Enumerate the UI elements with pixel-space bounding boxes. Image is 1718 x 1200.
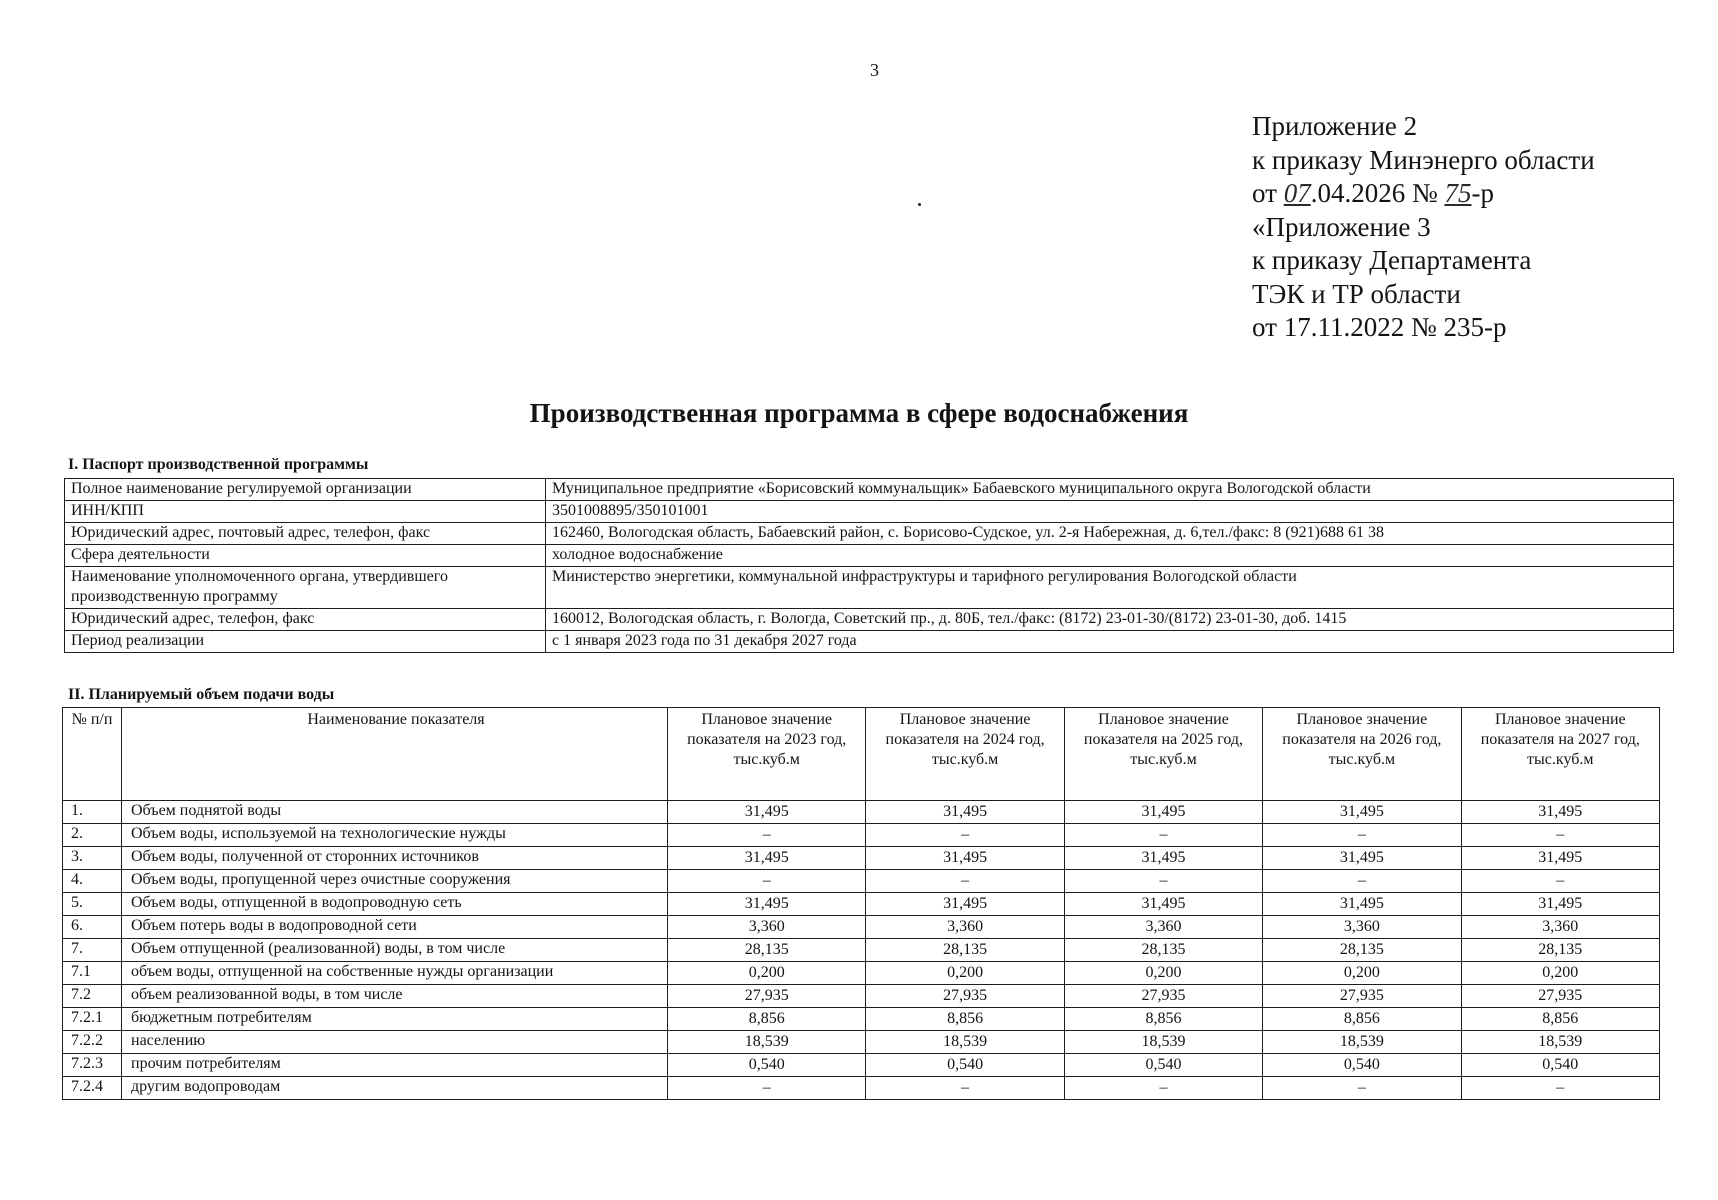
row-number: 5.: [63, 893, 122, 916]
row-number: 7.2.2: [63, 1031, 122, 1054]
value-cell: 31,495: [1461, 893, 1659, 916]
row-name: бюджетным потребителям: [122, 1008, 668, 1031]
value-cell: 31,495: [1461, 801, 1659, 824]
row-name: Объем воды, пропущенной через очистные сооружения: [122, 870, 668, 893]
value-cell: 31,495: [668, 847, 866, 870]
appendix-line-3-prefix: от: [1252, 178, 1284, 208]
passport-label: Юридический адрес, телефон, факс: [65, 609, 546, 631]
value-cell: 18,539: [668, 1031, 866, 1054]
value-cell: 27,935: [866, 985, 1064, 1008]
row-name: Объем поднятой воды: [122, 801, 668, 824]
row-name: Объем воды, используемой на технологические нужды: [122, 824, 668, 847]
row-number: 7.2: [63, 985, 122, 1008]
value-cell: 31,495: [668, 893, 866, 916]
value-cell: 31,495: [668, 801, 866, 824]
header-year-2027: Плановое значение показателя на 2027 год, тыс.куб.м: [1461, 708, 1659, 801]
table-row: [63, 916, 1660, 939]
value-cell: 3,360: [1461, 916, 1659, 939]
table-row: [63, 870, 1660, 893]
value-cell: 0,200: [668, 962, 866, 985]
value-cell: 28,135: [1263, 939, 1461, 962]
value-cell: 0,200: [1263, 962, 1461, 985]
appendix-line-5: к приказу Департамента: [1252, 245, 1532, 275]
passport-label: Юридический адрес, почтовый адрес, телефон, факс: [65, 523, 546, 545]
passport-value: с 1 января 2023 года по 31 декабря 2027 года: [546, 631, 1674, 653]
row-number: 7.2.3: [63, 1054, 122, 1077]
value-cell: 28,135: [1064, 939, 1262, 962]
scan-dot: [918, 203, 921, 206]
header-year-2023: Плановое значение показателя на 2023 год, тыс.куб.м: [668, 708, 866, 801]
passport-value: 162460, Вологодская область, Бабаевский район, с. Борисово-Судское, ул. 2-я Набережная, д. 6,тел./факс: 8 (921)688 61 38: [546, 523, 1674, 545]
row-number: 7.1: [63, 962, 122, 985]
value-cell: 3,360: [668, 916, 866, 939]
passport-label: Период реализации: [65, 631, 546, 653]
value-cell: 8,856: [1461, 1008, 1659, 1031]
passport-value: 160012, Вологодская область, г. Вологда, Советский пр., д. 80Б, тел./факс: (8172) 23-01-30/(8172) 23-01-30, доб. 1415: [546, 609, 1674, 631]
value-cell: 0,540: [1263, 1054, 1461, 1077]
value-cell: 31,495: [1064, 847, 1262, 870]
row-name: объем воды, отпущенной на собственные нужды организации: [122, 962, 668, 985]
appendix-line-1: Приложение 2: [1252, 111, 1418, 141]
row-number: 7.2.1: [63, 1008, 122, 1031]
value-cell: 8,856: [1064, 1008, 1262, 1031]
row-name: Объем потерь воды в водопроводной сети: [122, 916, 668, 939]
value-cell: 31,495: [866, 801, 1064, 824]
value-cell: 8,856: [1263, 1008, 1461, 1031]
table-row: [63, 893, 1660, 916]
value-cell: 31,495: [1064, 893, 1262, 916]
row-number: 2.: [63, 824, 122, 847]
handwritten-day: 07: [1283, 178, 1311, 208]
value-cell: –: [1263, 824, 1461, 847]
value-cell: –: [1461, 870, 1659, 893]
passport-value: 3501008895/350101001: [546, 501, 1674, 523]
table-header-row: [63, 708, 1660, 801]
passport-label: Сфера деятельности: [65, 545, 546, 567]
value-cell: 0,200: [1461, 962, 1659, 985]
row-name: Объем воды, полученной от сторонних источников: [122, 847, 668, 870]
table-row: [63, 801, 1660, 824]
table-row: [63, 1054, 1660, 1077]
value-cell: 31,495: [1064, 801, 1262, 824]
header-name: Наименование показателя: [122, 708, 668, 801]
value-cell: 0,540: [1064, 1054, 1262, 1077]
volume-table-body: [63, 801, 1660, 1100]
table-row: [63, 962, 1660, 985]
value-cell: –: [1064, 870, 1262, 893]
table-row: [63, 1077, 1660, 1100]
row-number: 7.2.4: [63, 1077, 122, 1100]
handwritten-number: 75: [1444, 178, 1472, 208]
value-cell: 0,540: [1461, 1054, 1659, 1077]
volume-section-title: II. Планируемый объем подачи воды: [68, 686, 335, 703]
row-name: другим водопроводам: [122, 1077, 668, 1100]
table-row: [65, 545, 1674, 567]
appendix-line-2: к приказу Минэнерго области: [1252, 144, 1595, 175]
table-row: [63, 847, 1660, 870]
value-cell: 0,200: [1064, 962, 1262, 985]
appendix-line-4: «Приложение 3: [1252, 211, 1431, 242]
table-row: [65, 479, 1674, 501]
table-row: [63, 1031, 1660, 1054]
header-no: № п/п: [63, 708, 122, 801]
table-row: [65, 609, 1674, 631]
page-number: 3: [870, 60, 879, 80]
table-row: [63, 1008, 1660, 1031]
table-row: [65, 567, 1674, 609]
appendix-line-3-suffix: -р: [1471, 178, 1494, 208]
value-cell: 27,935: [1461, 985, 1659, 1008]
table-row: [63, 939, 1660, 962]
value-cell: 0,540: [668, 1054, 866, 1077]
value-cell: 18,539: [1263, 1031, 1461, 1054]
appendix-block: [1252, 110, 1595, 345]
passport-label: ИНН/КПП: [65, 501, 546, 523]
value-cell: –: [1461, 1077, 1659, 1100]
row-number: 4.: [63, 870, 122, 893]
value-cell: 28,135: [866, 939, 1064, 962]
row-number: 3.: [63, 847, 122, 870]
value-cell: –: [1263, 870, 1461, 893]
value-cell: 3,360: [1263, 916, 1461, 939]
document-title: Производственная программа в сфере водоснабжения: [529, 398, 1189, 428]
value-cell: –: [1064, 824, 1262, 847]
row-number: 6.: [63, 916, 122, 939]
value-cell: –: [1263, 1077, 1461, 1100]
value-cell: 31,495: [1263, 801, 1461, 824]
table-row: [63, 985, 1660, 1008]
value-cell: 31,495: [866, 893, 1064, 916]
appendix-line-3-mid: .04.2026 №: [1310, 178, 1445, 208]
passport-section-title: I. Паспорт производственной программы: [68, 456, 369, 473]
value-cell: –: [668, 824, 866, 847]
row-name: прочим потребителям: [122, 1054, 668, 1077]
appendix-line-3: [1252, 177, 1595, 211]
value-cell: –: [668, 870, 866, 893]
passport-label: Полное наименование регулируемой организации: [65, 479, 546, 501]
volume-table: [62, 707, 1660, 1100]
header-year-2026: Плановое значение показателя на 2026 год, тыс.куб.м: [1263, 708, 1461, 801]
value-cell: –: [1461, 824, 1659, 847]
table-row: [63, 824, 1660, 847]
value-cell: –: [1064, 1077, 1262, 1100]
row-number: 7.: [63, 939, 122, 962]
value-cell: 8,856: [866, 1008, 1064, 1031]
value-cell: –: [866, 1077, 1064, 1100]
header-year-2024: Плановое значение показателя на 2024 год, тыс.куб.м: [866, 708, 1064, 801]
passport-label: Наименование уполномоченного органа, утвердившего производственную программу: [65, 567, 546, 609]
passport-value: холодное водоснабжение: [546, 545, 1674, 567]
value-cell: 27,935: [668, 985, 866, 1008]
value-cell: –: [668, 1077, 866, 1100]
row-name: Объем отпущенной (реализованной) воды, в том числе: [122, 939, 668, 962]
value-cell: 8,856: [668, 1008, 866, 1031]
value-cell: 31,495: [1263, 893, 1461, 916]
value-cell: –: [866, 870, 1064, 893]
value-cell: 27,935: [1064, 985, 1262, 1008]
value-cell: 0,200: [866, 962, 1064, 985]
value-cell: 18,539: [866, 1031, 1064, 1054]
table-row: [65, 523, 1674, 545]
row-number: 1.: [63, 801, 122, 824]
passport-value: Министерство энергетики, коммунальной инфраструктуры и тарифного регулирования Вологодской области: [546, 567, 1674, 609]
value-cell: 18,539: [1461, 1031, 1659, 1054]
passport-table: [64, 478, 1674, 653]
passport-value: Муниципальное предприятие «Борисовский коммунальщик» Бабаевского муниципального округа Вологодской области: [546, 479, 1674, 501]
value-cell: 28,135: [1461, 939, 1659, 962]
table-row: [65, 501, 1674, 523]
value-cell: –: [866, 824, 1064, 847]
value-cell: 18,539: [1064, 1031, 1262, 1054]
value-cell: 0,540: [866, 1054, 1064, 1077]
row-name: объем реализованной воды, в том числе: [122, 985, 668, 1008]
value-cell: 3,360: [1064, 916, 1262, 939]
value-cell: 27,935: [1263, 985, 1461, 1008]
table-row: [65, 631, 1674, 653]
row-name: Объем воды, отпущенной в водопроводную сеть: [122, 893, 668, 916]
value-cell: 28,135: [668, 939, 866, 962]
value-cell: 3,360: [866, 916, 1064, 939]
row-name: населению: [122, 1031, 668, 1054]
value-cell: 31,495: [1263, 847, 1461, 870]
appendix-line-7: от 17.11.2022 № 235-р: [1252, 312, 1507, 342]
value-cell: 31,495: [1461, 847, 1659, 870]
header-year-2025: Плановое значение показателя на 2025 год, тыс.куб.м: [1064, 708, 1262, 801]
value-cell: 31,495: [866, 847, 1064, 870]
appendix-line-6: ТЭК и ТР области: [1252, 278, 1461, 309]
